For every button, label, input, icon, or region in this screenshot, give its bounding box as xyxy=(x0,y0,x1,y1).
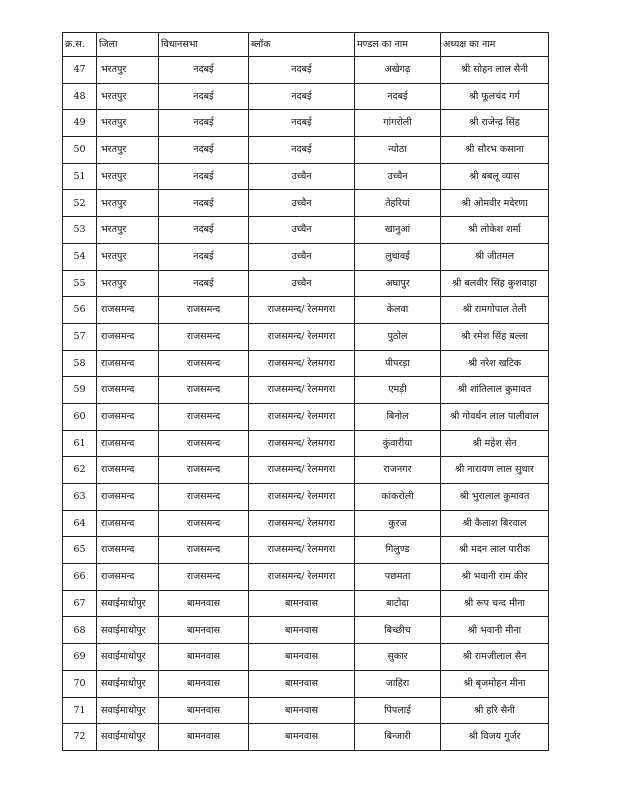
cell-president: श्री लोकेश शर्मा xyxy=(441,217,549,244)
cell-serial: 58 xyxy=(63,350,97,377)
cell-serial: 70 xyxy=(63,670,97,697)
cell-block: उच्चैन xyxy=(249,270,355,297)
header-block: ब्लॉक xyxy=(249,33,355,57)
cell-assembly: नदबई xyxy=(159,190,249,217)
cell-district: सवाईमाधोपुर xyxy=(97,724,159,751)
cell-block: राजसमन्द/ रेलमगरा xyxy=(249,377,355,404)
cell-assembly: नदबई xyxy=(159,217,249,244)
cell-president: श्री रामजीलाल सैन xyxy=(441,644,549,671)
cell-block: बामनवास xyxy=(249,617,355,644)
cell-district: सवाईमाधोपुर xyxy=(97,590,159,617)
cell-block: राजसमन्द/ रेलमगरा xyxy=(249,430,355,457)
cell-mandal: कुंवारीया xyxy=(355,430,441,457)
cell-block: नदबई xyxy=(249,110,355,137)
cell-mandal: कुरज xyxy=(355,510,441,537)
cell-block: बामनवास xyxy=(249,697,355,724)
cell-president: श्री नरेश खटिक xyxy=(441,350,549,377)
cell-serial: 55 xyxy=(63,270,97,297)
cell-district: सवाईमाधोपुर xyxy=(97,670,159,697)
cell-assembly: नदबई xyxy=(159,83,249,110)
cell-block: उच्चैन xyxy=(249,190,355,217)
table-row xyxy=(63,270,549,297)
cell-district: सवाईमाधोपुर xyxy=(97,617,159,644)
table-row xyxy=(63,83,549,110)
cell-block: नदबई xyxy=(249,83,355,110)
table-row xyxy=(63,590,549,617)
cell-president: श्री रमेश सिंह बल्ला xyxy=(441,323,549,350)
table-row xyxy=(63,57,549,84)
cell-district: राजसमन्द xyxy=(97,457,159,484)
cell-assembly: नदबई xyxy=(159,270,249,297)
cell-president: श्री ओमवीर मदेरणा xyxy=(441,190,549,217)
cell-district: राजसमन्द xyxy=(97,537,159,564)
cell-serial: 69 xyxy=(63,644,97,671)
cell-block: राजसमन्द/ रेलमगरा xyxy=(249,403,355,430)
cell-block: बामनवास xyxy=(249,670,355,697)
cell-assembly: राजसमन्द xyxy=(159,377,249,404)
cell-district: सवाईमाधोपुर xyxy=(97,644,159,671)
table-header xyxy=(63,33,549,57)
cell-serial: 52 xyxy=(63,190,97,217)
cell-mandal: गांगरोली xyxy=(355,110,441,137)
cell-president: श्री नारायण लाल सुथार xyxy=(441,457,549,484)
cell-serial: 66 xyxy=(63,564,97,591)
cell-mandal: केलवा xyxy=(355,297,441,324)
table-row xyxy=(63,350,549,377)
mandal-president-table xyxy=(62,32,549,751)
table-row xyxy=(63,403,549,430)
cell-president: श्री बलवीर सिंह कुशवाहा xyxy=(441,270,549,297)
table-row xyxy=(63,377,549,404)
cell-serial: 59 xyxy=(63,377,97,404)
cell-mandal: अखेगढ़ xyxy=(355,57,441,84)
table-row xyxy=(63,457,549,484)
table-row xyxy=(63,537,549,564)
cell-district: भरतपुर xyxy=(97,243,159,270)
cell-president: श्री गोवर्धन लाल पालीवाल xyxy=(441,403,549,430)
cell-district: भरतपुर xyxy=(97,163,159,190)
cell-district: भरतपुर xyxy=(97,137,159,164)
cell-serial: 72 xyxy=(63,724,97,751)
cell-block: उच्चैन xyxy=(249,217,355,244)
cell-assembly: नदबई xyxy=(159,137,249,164)
cell-block: नदबई xyxy=(249,137,355,164)
cell-mandal: बिच्छीच xyxy=(355,617,441,644)
cell-district: भरतपुर xyxy=(97,83,159,110)
table-row xyxy=(63,644,549,671)
cell-mandal: गिलुण्ड xyxy=(355,537,441,564)
cell-district: भरतपुर xyxy=(97,57,159,84)
cell-president: श्री शांतिलाल कुमावत xyxy=(441,377,549,404)
cell-serial: 61 xyxy=(63,430,97,457)
cell-mandal: सुकार xyxy=(355,644,441,671)
cell-district: राजसमन्द xyxy=(97,297,159,324)
cell-assembly: बामनवास xyxy=(159,590,249,617)
cell-mandal: राजनगर xyxy=(355,457,441,484)
cell-block: उच्चैन xyxy=(249,243,355,270)
cell-block: राजसमन्द/ रेलमगरा xyxy=(249,564,355,591)
table-row xyxy=(63,430,549,457)
cell-president: श्री भवानी राम कीर xyxy=(441,564,549,591)
cell-president: श्री राजेन्द्र सिंह xyxy=(441,110,549,137)
cell-block: राजसमन्द/ रेलमगरा xyxy=(249,350,355,377)
cell-block: बामनवास xyxy=(249,724,355,751)
cell-block: राजसमन्द/ रेलमगरा xyxy=(249,297,355,324)
cell-serial: 65 xyxy=(63,537,97,564)
table-body xyxy=(63,57,549,751)
cell-assembly: राजसमन्द xyxy=(159,564,249,591)
cell-serial: 64 xyxy=(63,510,97,537)
cell-district: भरतपुर xyxy=(97,270,159,297)
cell-district: सवाईमाधोपुर xyxy=(97,697,159,724)
table-row xyxy=(63,297,549,324)
cell-president: श्री भवानी मीना xyxy=(441,617,549,644)
cell-serial: 47 xyxy=(63,57,97,84)
table-row xyxy=(63,137,549,164)
table-row xyxy=(63,484,549,511)
cell-district: राजसमन्द xyxy=(97,377,159,404)
cell-president: श्री जीतमल xyxy=(441,243,549,270)
cell-serial: 62 xyxy=(63,457,97,484)
cell-mandal: कांकरोली xyxy=(355,484,441,511)
cell-assembly: राजसमन्द xyxy=(159,484,249,511)
cell-assembly: राजसमन्द xyxy=(159,537,249,564)
cell-district: भरतपुर xyxy=(97,190,159,217)
header-district: जिला xyxy=(97,33,159,57)
cell-mandal: पुठोल xyxy=(355,323,441,350)
cell-mandal: पिपलाई xyxy=(355,697,441,724)
table-row xyxy=(63,510,549,537)
cell-mandal: बिन्जारी xyxy=(355,724,441,751)
cell-assembly: राजसमन्द xyxy=(159,350,249,377)
cell-mandal: बाटोदा xyxy=(355,590,441,617)
cell-president: श्री बृजमोहन मीना xyxy=(441,670,549,697)
cell-assembly: नदबई xyxy=(159,110,249,137)
cell-block: उच्चैन xyxy=(249,163,355,190)
cell-block: बामनवास xyxy=(249,644,355,671)
cell-president: श्री कैलाश बिरवाल xyxy=(441,510,549,537)
cell-serial: 60 xyxy=(63,403,97,430)
cell-serial: 68 xyxy=(63,617,97,644)
cell-assembly: राजसमन्द xyxy=(159,457,249,484)
table-row xyxy=(63,163,549,190)
cell-assembly: बामनवास xyxy=(159,724,249,751)
cell-district: भरतपुर xyxy=(97,217,159,244)
header-mandal-name: मण्डल का नाम xyxy=(355,33,441,57)
header-assembly: विधानसभा xyxy=(159,33,249,57)
cell-assembly: राजसमन्द xyxy=(159,297,249,324)
cell-district: राजसमन्द xyxy=(97,403,159,430)
cell-assembly: बामनवास xyxy=(159,644,249,671)
cell-serial: 54 xyxy=(63,243,97,270)
cell-assembly: नदबई xyxy=(159,243,249,270)
cell-district: राजसमन्द xyxy=(97,564,159,591)
cell-assembly: राजसमन्द xyxy=(159,403,249,430)
cell-mandal: उच्चैन xyxy=(355,163,441,190)
table-row xyxy=(63,243,549,270)
cell-block: राजसमन्द/ रेलमगरा xyxy=(249,537,355,564)
cell-district: राजसमन्द xyxy=(97,510,159,537)
cell-assembly: बामनवास xyxy=(159,670,249,697)
cell-president: श्री हरि सैनी xyxy=(441,697,549,724)
cell-assembly: बामनवास xyxy=(159,697,249,724)
cell-serial: 51 xyxy=(63,163,97,190)
cell-district: भरतपुर xyxy=(97,110,159,137)
cell-president: श्री विजय गुर्जर xyxy=(441,724,549,751)
cell-block: राजसमन्द/ रेलमगरा xyxy=(249,457,355,484)
cell-serial: 56 xyxy=(63,297,97,324)
cell-district: राजसमन्द xyxy=(97,484,159,511)
cell-president: श्री फूलचंद गर्ग xyxy=(441,83,549,110)
cell-serial: 57 xyxy=(63,323,97,350)
cell-assembly: राजसमन्द xyxy=(159,430,249,457)
cell-block: राजसमन्द/ रेलमगरा xyxy=(249,323,355,350)
cell-mandal: नदबई xyxy=(355,83,441,110)
cell-president: श्री मदन लाल पारीक xyxy=(441,537,549,564)
cell-assembly: बामनवास xyxy=(159,617,249,644)
cell-assembly: राजसमन्द xyxy=(159,323,249,350)
cell-assembly: राजसमन्द xyxy=(159,510,249,537)
cell-serial: 71 xyxy=(63,697,97,724)
cell-assembly: नदबई xyxy=(159,57,249,84)
table-row xyxy=(63,190,549,217)
cell-serial: 50 xyxy=(63,137,97,164)
cell-president: श्री बबलू व्यास xyxy=(441,163,549,190)
cell-block: राजसमन्द/ रेलमगरा xyxy=(249,484,355,511)
cell-district: राजसमन्द xyxy=(97,430,159,457)
cell-district: राजसमन्द xyxy=(97,323,159,350)
cell-president: श्री महेश सेन xyxy=(441,430,549,457)
cell-mandal: तेहरियां xyxy=(355,190,441,217)
cell-district: राजसमन्द xyxy=(97,350,159,377)
cell-mandal: अघापुर xyxy=(355,270,441,297)
cell-serial: 48 xyxy=(63,83,97,110)
table-row xyxy=(63,323,549,350)
cell-mandal: एमड़ी xyxy=(355,377,441,404)
cell-mandal: खानुआं xyxy=(355,217,441,244)
cell-president: श्री रूप चन्द मीना xyxy=(441,590,549,617)
header-president-name: अध्यक्ष का नाम xyxy=(441,33,549,57)
table-row xyxy=(63,564,549,591)
cell-president: श्री सोहन लाल सैनी xyxy=(441,57,549,84)
table-row xyxy=(63,697,549,724)
cell-president: श्री रामगोपाल तेली xyxy=(441,297,549,324)
table-row xyxy=(63,617,549,644)
cell-block: नदबई xyxy=(249,57,355,84)
cell-serial: 63 xyxy=(63,484,97,511)
cell-mandal: पछमता xyxy=(355,564,441,591)
table-row xyxy=(63,724,549,751)
cell-serial: 53 xyxy=(63,217,97,244)
cell-mandal: लुधावई xyxy=(355,243,441,270)
table-row xyxy=(63,217,549,244)
cell-mandal: पीपरड़ा xyxy=(355,350,441,377)
cell-president: श्री भुरालाल कुमावत xyxy=(441,484,549,511)
cell-assembly: नदबई xyxy=(159,163,249,190)
cell-president: श्री सौरभ कसाना xyxy=(441,137,549,164)
cell-block: राजसमन्द/ रेलमगरा xyxy=(249,510,355,537)
cell-mandal: जाहिरा xyxy=(355,670,441,697)
table-row xyxy=(63,670,549,697)
cell-mandal: बिनोल xyxy=(355,403,441,430)
table-row xyxy=(63,110,549,137)
cell-block: बामनवास xyxy=(249,590,355,617)
header-row xyxy=(63,33,549,57)
cell-serial: 67 xyxy=(63,590,97,617)
cell-mandal: न्योठा xyxy=(355,137,441,164)
header-serial: क्र.स. xyxy=(63,33,97,57)
cell-serial: 49 xyxy=(63,110,97,137)
